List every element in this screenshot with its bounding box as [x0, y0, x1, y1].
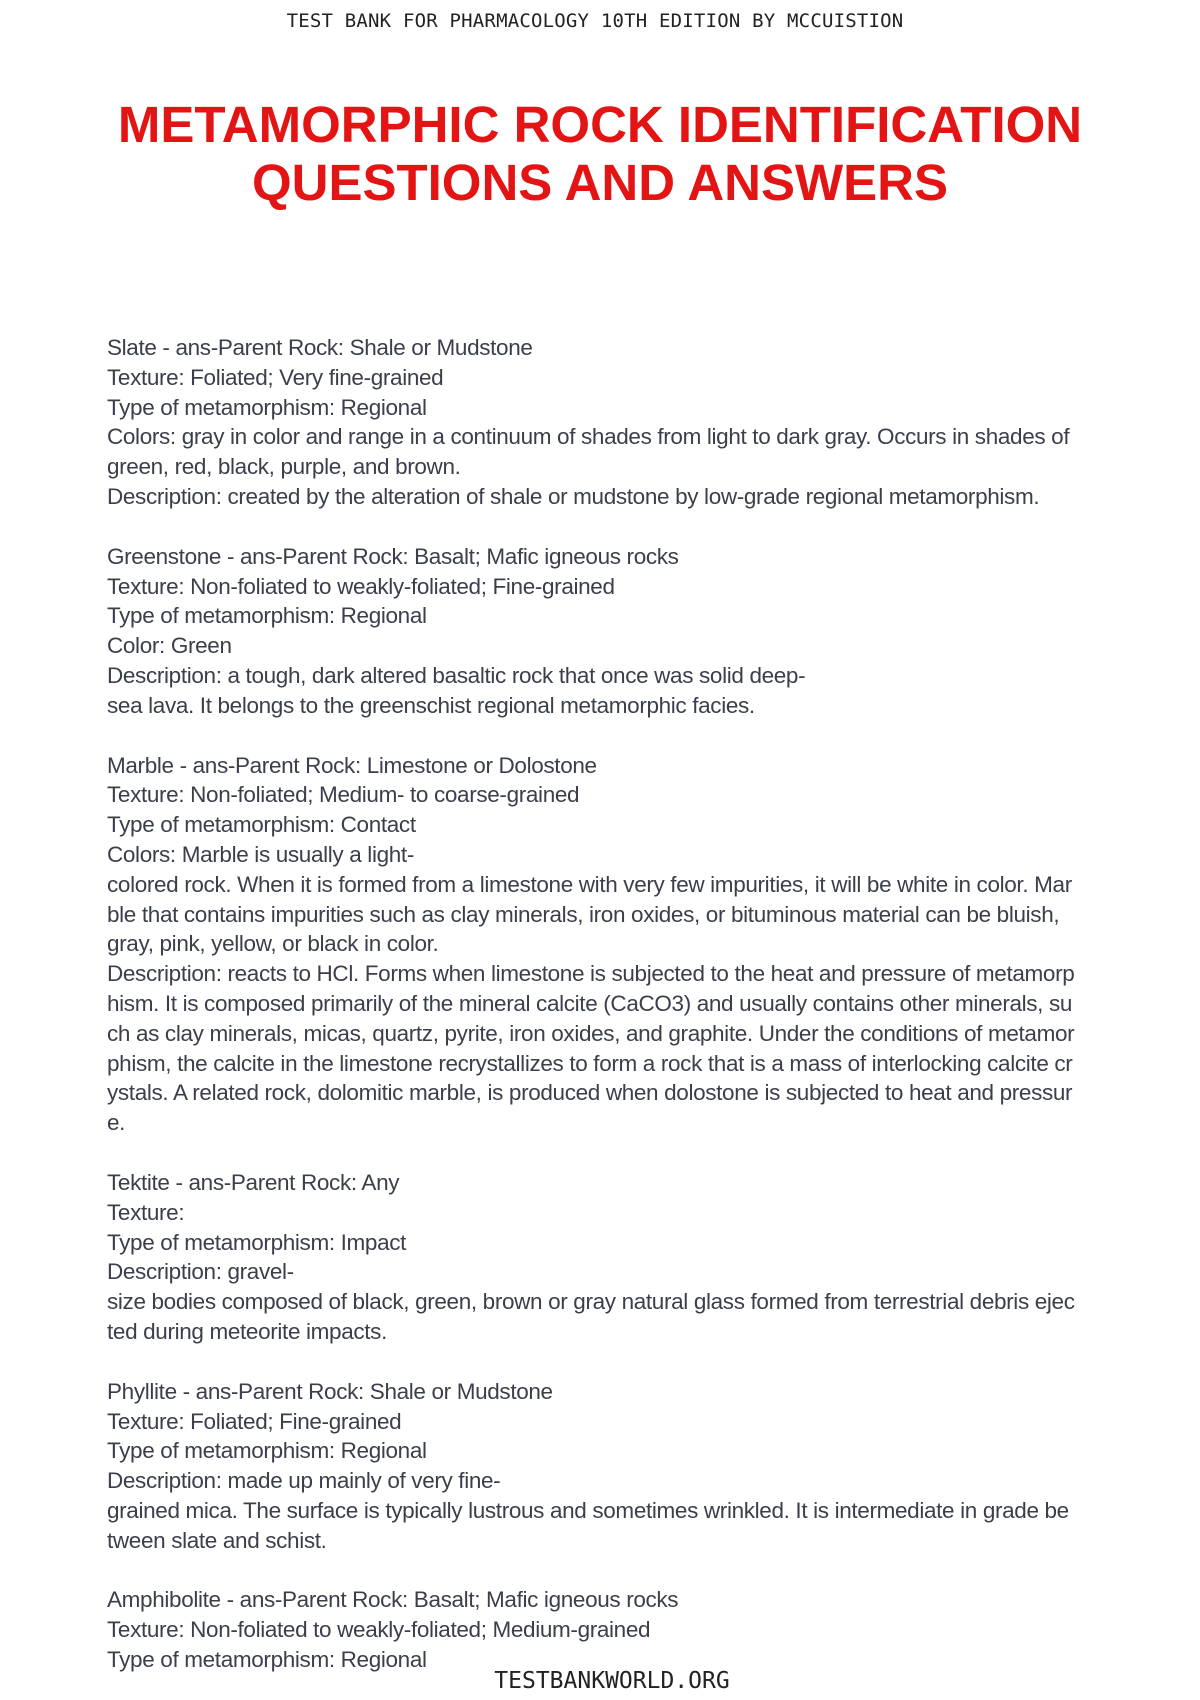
entry-line: sea lava. It belongs to the greenschist regional metamorphic facies. [107, 692, 755, 718]
entry-line: Texture: Foliated; Fine-grained [107, 1408, 402, 1434]
entry-line: Marble - ans-Parent Rock: Limestone or Dolostone [107, 752, 597, 778]
entry-line: Amphibolite - ans-Parent Rock: Basalt; Mafic igneous rocks [107, 1587, 679, 1613]
qa-entry-phyllite [107, 1377, 1137, 1556]
entry-line: Tektite - ans-Parent Rock: Any [107, 1169, 400, 1195]
entry-line: Description: gravel- [107, 1259, 294, 1285]
qa-entry-tektite [107, 1168, 1137, 1347]
entry-line: grained mica. The surface is typically lustrous and sometimes wrinkled. It is intermediate in grade be [107, 1497, 1069, 1523]
entry-line: phism, the calcite in the limestone recrystallizes to form a rock that is a mass of interlocking calcite cr [107, 1050, 1073, 1076]
entry-line: Type of metamorphism: Regional [107, 394, 427, 420]
entry-line: Texture: Non-foliated to weakly-foliated; Medium-grained [107, 1617, 651, 1643]
entry-line: Colors: gray in color and range in a continuum of shades from light to dark gray. Occurs in shades of [107, 424, 1070, 450]
entry-line: Description: created by the alteration of shale or mudstone by low-grade regional metamorphism. [107, 483, 1040, 509]
entry-line: Description: made up mainly of very fine- [107, 1468, 501, 1494]
qa-entry-marble [107, 751, 1137, 1138]
entry-line: ble that contains impurities such as clay minerals, iron oxides, or bituminous material can be bluish, [107, 901, 1060, 927]
entry-line: hism. It is composed primarily of the mineral calcite (CaCO3) and usually contains other minerals, su [107, 990, 1073, 1016]
qa-entry-slate [107, 333, 1137, 512]
entry-line: ch as clay minerals, micas, quartz, pyrite, iron oxides, and graphite. Under the conditions of metamor [107, 1020, 1075, 1046]
entry-line: gray, pink, yellow, or black in color. [107, 931, 439, 957]
title-line-1: METAMORPHIC ROCK IDENTIFICATION [117, 96, 1083, 153]
entry-line: size bodies composed of black, green, brown or gray natural glass formed from terrestrial debris ejec [107, 1289, 1075, 1315]
entry-line: Type of metamorphism: Impact [107, 1229, 407, 1255]
entry-line: Colors: Marble is usually a light- [107, 841, 414, 867]
entry-line: Type of metamorphism: Regional [107, 1647, 427, 1673]
running-header: TEST BANK FOR PHARMACOLOGY 10TH EDITION BY MCCUISTION [286, 10, 904, 32]
entry-line: Description: a tough, dark altered basaltic rock that once was solid deep- [107, 662, 806, 688]
entry-line: Phyllite - ans-Parent Rock: Shale or Mudstone [107, 1378, 553, 1404]
title-line-2: QUESTIONS AND ANSWERS [251, 154, 949, 211]
qa-entry-amphibolite [107, 1585, 1137, 1674]
entry-line: Type of metamorphism: Regional [107, 1438, 427, 1464]
footer-watermark: TESTBANKWORLD.ORG [494, 1668, 730, 1694]
entry-line: colored rock. When it is formed from a limestone with very few impurities, it will be white in color. Mar [107, 871, 1072, 897]
entry-line: e. [107, 1110, 126, 1136]
document-title [100, 96, 1100, 212]
entry-line: Texture: [107, 1199, 185, 1225]
entry-line: Greenstone - ans-Parent Rock: Basalt; Mafic igneous rocks [107, 543, 679, 569]
entry-line: green, red, black, purple, and brown. [107, 454, 461, 480]
entry-line: Texture: Non-foliated; Medium- to coarse-grained [107, 782, 580, 808]
entry-line: Slate - ans-Parent Rock: Shale or Mudstone [107, 335, 533, 360]
qa-entry-greenstone [107, 542, 1137, 721]
entry-line: tween slate and schist. [107, 1527, 327, 1553]
entry-line: Description: reacts to HCl. Forms when limestone is subjected to the heat and pressure of metamorp [107, 961, 1075, 987]
entry-line: ted during meteorite impacts. [107, 1318, 387, 1344]
qa-content [107, 333, 1137, 1675]
entry-line: Texture: Non-foliated to weakly-foliated; Fine-grained [107, 573, 615, 599]
entry-line: Texture: Foliated; Very fine-grained [107, 364, 444, 390]
entry-line: Type of metamorphism: Regional [107, 603, 427, 629]
entry-line: Color: Green [107, 633, 232, 659]
entry-line: ystals. A related rock, dolomitic marble, is produced when dolostone is subjected to heat and pressur [107, 1080, 1073, 1106]
entry-line: Type of metamorphism: Contact [107, 812, 416, 838]
